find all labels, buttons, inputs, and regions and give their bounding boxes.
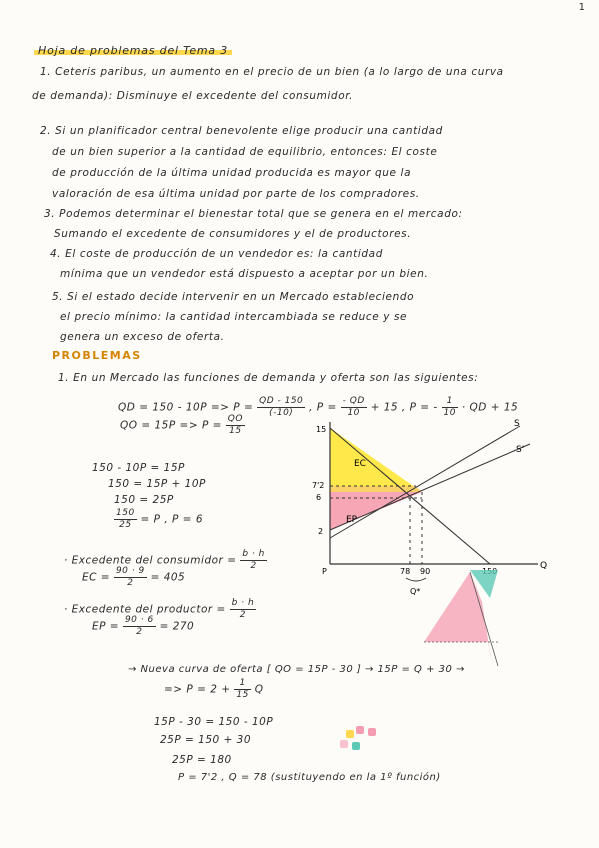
ink-dot bbox=[346, 730, 354, 738]
problems-heading: PROBLEMAS bbox=[52, 349, 142, 362]
qstar-label: Q* bbox=[410, 587, 421, 596]
question-line: 1. Ceteris paribus, un aumento en el precio de un bien (a lo largo de una curva bbox=[40, 66, 504, 78]
ink-dot bbox=[352, 742, 360, 750]
supply-label: S bbox=[514, 419, 520, 429]
y-label-15: 15 bbox=[316, 425, 327, 434]
supply-equation: QO = 15P => P = $\frac{QO}{15}$ bbox=[120, 414, 243, 436]
ec-calculation: EC = $\frac{90 \cdot 9}{2}$ = 405 bbox=[82, 566, 186, 588]
y-label-2: 2 bbox=[318, 527, 324, 536]
new-supply-price: => P = 2 + $\frac{1}{15}$ Q bbox=[164, 678, 264, 700]
question-line: de producción de la última unidad producida es mayor que la bbox=[52, 167, 412, 179]
ep-calculation: EP = $\frac{90 \cdot 6}{2}$ = 270 bbox=[92, 615, 195, 637]
consumer-surplus-area bbox=[330, 428, 422, 492]
question-line: Sumando el excedente de consumidores y el de productores. bbox=[54, 228, 412, 240]
new-eq-step: 25P = 150 + 30 bbox=[160, 734, 252, 746]
solve-step: 150 = 25P bbox=[114, 494, 174, 506]
new-eq-step: 15P - 30 = 150 - 10P bbox=[154, 716, 274, 728]
page-title: Hoja de problemas del Tema 3 bbox=[34, 44, 232, 57]
ink-dot bbox=[340, 740, 348, 748]
ep-area-label: EP bbox=[346, 515, 358, 525]
new-eq-result: P = 7'2 , Q = 78 (sustituyendo en la 1º función) bbox=[178, 772, 441, 783]
ec-formula: · Excedente del consumidor = $\frac{b \cdot h}{2}$ bbox=[64, 549, 265, 571]
question-line: 2. Si un planificador central benevolente elige producir una cantidad bbox=[40, 125, 443, 137]
price-band bbox=[330, 486, 422, 492]
x-label-90: 90 bbox=[420, 567, 431, 576]
ec-area-label: EC bbox=[354, 459, 366, 469]
ep-formula: · Excedente del productor = $\frac{b \cdot h}{2}$ bbox=[64, 598, 255, 620]
ink-dot bbox=[368, 728, 376, 736]
page-number: 1 bbox=[578, 2, 585, 13]
origin-label: P bbox=[322, 567, 327, 576]
colored-sketch bbox=[412, 568, 599, 678]
new-supply-curve: → Nueva curva de oferta [ QO = 15P - 30 ] → 15P = Q + 30 → bbox=[128, 664, 465, 675]
x-axis-label: Q bbox=[540, 561, 548, 571]
question-line: 5. Si el estado decide intervenir en un Mercado estableciendo bbox=[52, 291, 415, 303]
y-label-72: 7'2 bbox=[312, 481, 325, 490]
ink-dot bbox=[356, 726, 364, 734]
question-line: genera un exceso de oferta. bbox=[60, 331, 225, 343]
new-eq-step: 25P = 180 bbox=[172, 754, 232, 766]
supply-new-label: S' bbox=[516, 445, 525, 455]
solve-step: 150 - 10P = 15P bbox=[92, 462, 185, 474]
question-line: de un bien superior a la cantidad de equilibrio, entonces: El coste bbox=[52, 146, 438, 158]
problem-statement: 1. En un Mercado las funciones de demanda y oferta son las siguientes: bbox=[58, 372, 479, 384]
y-label-6: 6 bbox=[316, 493, 322, 502]
question-line: de demanda): Disminuye el excedente del consumidor. bbox=[32, 90, 354, 102]
solve-step: $\frac{150}{25}$ = P , P = 6 bbox=[116, 508, 203, 530]
x-label-78: 78 bbox=[400, 567, 411, 576]
question-line: 3. Podemos determinar el bienestar total que se genera en el mercado: bbox=[44, 208, 463, 220]
question-line: mínima que un vendedor está dispuesto a aceptar por un bien. bbox=[60, 268, 429, 280]
question-line: el precio mínimo: la cantidad intercambiada se reduce y se bbox=[60, 311, 408, 323]
solve-step: 150 = 15P + 10P bbox=[108, 478, 206, 490]
question-line: valoración de esa última unidad por parte de los compradores. bbox=[52, 188, 420, 200]
demand-equation: QD = 150 - 10P => P = $\frac{QD - 150}{(-10)}$ , P = $\frac{- QD}{10}$ + 15 , P = - $\frac{1}{10}$ · QD + 15 bbox=[118, 396, 519, 418]
question-line: 4. El coste de producción de un vendedor es: la cantidad bbox=[50, 248, 383, 260]
